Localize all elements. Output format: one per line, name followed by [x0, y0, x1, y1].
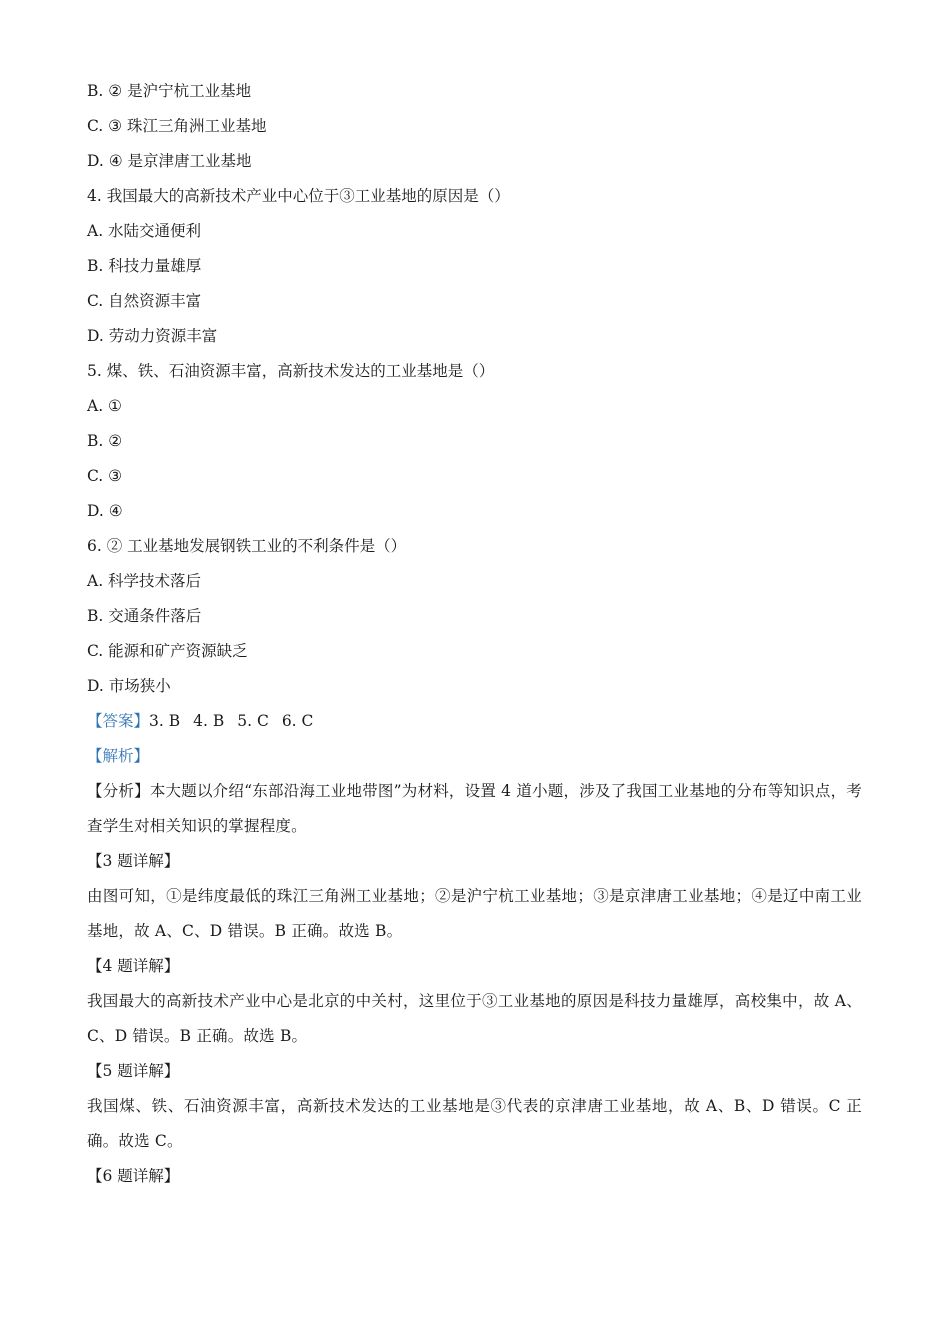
- q4-option-d: D. 劳动力资源丰富: [87, 327, 218, 345]
- q5-stem: 5. 煤、铁、石油资源丰富，高新技术发达的工业基地是（）: [87, 362, 495, 380]
- q5-option-b: B. ②: [87, 432, 123, 450]
- q6-option-d: D. 市场狭小: [87, 677, 171, 695]
- answer-label: 【答案】: [87, 712, 150, 730]
- answer-item: 5. C: [237, 712, 269, 730]
- q4-option-a: A. 水陆交通便利: [87, 222, 202, 240]
- q6-option-c: C. 能源和矿产资源缺乏: [87, 642, 248, 660]
- detail-4-text: 我国最大的高新技术产业中心是北京的中关村，这里位于③工业基地的原因是科技力量雄厚，高校集中，故 A、C、D 错误。B 正确。故选 B。: [87, 992, 862, 1045]
- detail-5-text: 我国煤、铁、石油资源丰富，高新技术发达的工业基地是③代表的京津唐工业基地，故 A、B、D 错误。C 正确。故选 C。: [87, 1097, 862, 1150]
- q4-stem: 4. 我国最大的高新技术产业中心位于③工业基地的原因是（）: [87, 187, 510, 205]
- analysis-intro-text: 本大题以介绍“东部沿海工业地带图”为材料，设置 4 道小题，涉及了我国工业基地的分布等知识点，考查学生对相关知识的掌握程度。: [87, 782, 862, 835]
- analysis-intro: [87, 774, 862, 844]
- detail-3-heading: 【3 题详解】: [87, 852, 180, 870]
- document-page: [87, 74, 862, 1194]
- detail-4-heading: 【4 题详解】: [87, 957, 180, 975]
- q4-option-c: C. 自然资源丰富: [87, 292, 202, 310]
- analysis-label: 【解析】: [87, 747, 150, 765]
- q3-option-c: C. ③ 珠江三角洲工业基地: [87, 117, 267, 135]
- q6-stem: 6. ② 工业基地发展钢铁工业的不利条件是（）: [87, 537, 407, 555]
- q6-option-a: A. 科学技术落后: [87, 572, 202, 590]
- answer-item: 6. C: [281, 712, 314, 730]
- answer-item: 3. B: [149, 712, 181, 730]
- q3-option-d: D. ④ 是京津唐工业基地: [87, 152, 252, 170]
- q3-option-b: B. ② 是沪宁杭工业基地: [87, 82, 252, 100]
- q5-option-d: D. ④: [87, 502, 123, 520]
- answer-item: 4. B: [193, 712, 225, 730]
- q4-option-b: B. 科技力量雄厚: [87, 257, 202, 275]
- answer-line: [87, 704, 862, 739]
- detail-3-text: 由图可知，①是纬度最低的珠江三角洲工业基地；②是沪宁杭工业基地；③是京津唐工业基地；④是辽中南工业基地，故 A、C、D 错误。B 正确。故选 B。: [87, 887, 862, 940]
- q5-option-c: C. ③: [87, 467, 123, 485]
- q5-option-a: A. ①: [87, 397, 122, 415]
- q6-option-b: B. 交通条件落后: [87, 607, 202, 625]
- detail-5-heading: 【5 题详解】: [87, 1062, 180, 1080]
- analysis-intro-label: 【分析】: [87, 782, 150, 800]
- detail-6-heading: 【6 题详解】: [87, 1167, 180, 1185]
